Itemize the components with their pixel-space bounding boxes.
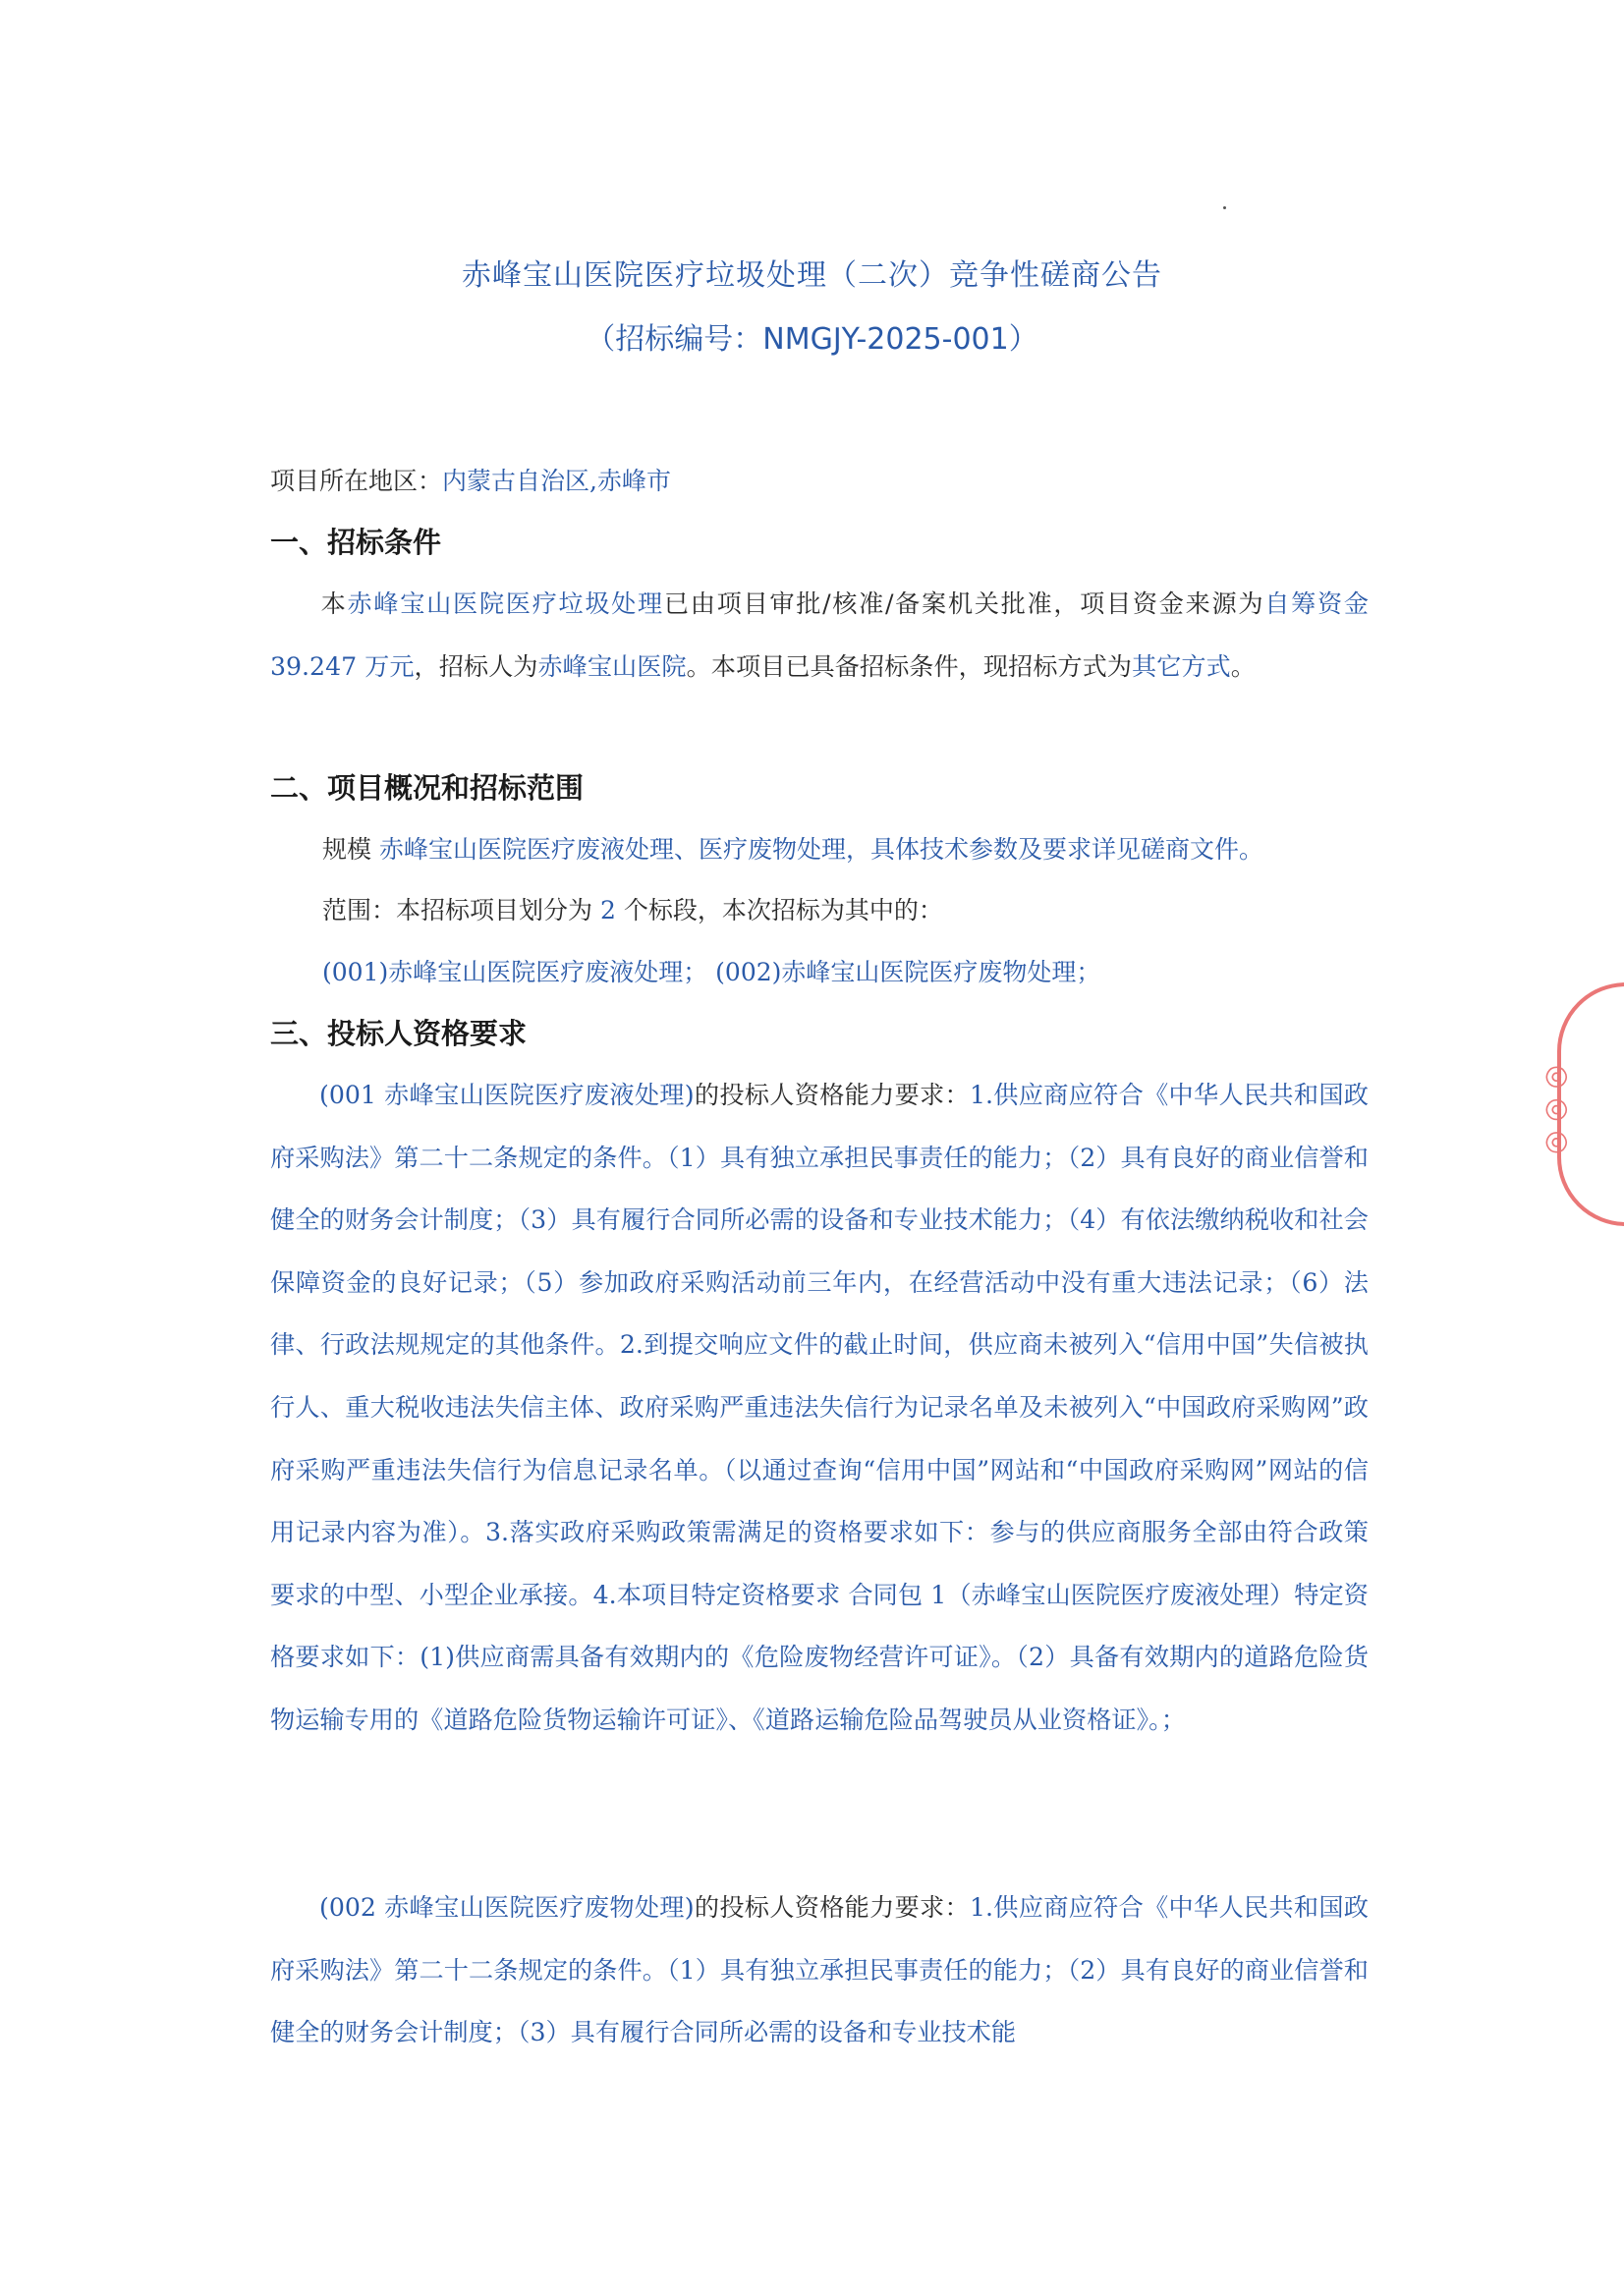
section-heading-1: 一、招标条件 (270, 526, 442, 559)
document-title: 赤峰宝山医院医疗垃圾处理（二次）竞争性磋商公告 (462, 258, 1162, 293)
red-seal-stamp (1542, 982, 1624, 1226)
lot-count: 2 (599, 896, 616, 924)
tender-code: （招标编号：NMGJY-2025-001） (586, 322, 1038, 357)
text-run: 的投标人资格能力要求： (694, 1893, 970, 1922)
text-run: 个标段，本次招标为其中的： (623, 896, 943, 924)
lot-name: (002 赤峰宝山医院医疗废物处理) (319, 1893, 695, 1922)
qualification-text: 1.供应商应符合《中华人民共和国政府采购法》第二十二条规定的条件。（1）具有独立承担民事责任的能力；（2）具有良好的商业信誉和健全的财务会计制度；（3）具有履行合同所必需的设备和专业技术能 (270, 1893, 1369, 2047)
seal-glyphs: ◎ ◎ ◎ (1542, 1065, 1575, 1155)
tenderer-name: 赤峰宝山医院 (537, 651, 687, 681)
text-run: ，招标人为 (414, 651, 538, 681)
lots-line: (001)赤峰宝山医院医疗废液处理； (002)赤峰宝山医院医疗废物处理； (322, 958, 1101, 986)
scan-speck (1223, 206, 1226, 209)
section1-paragraph (270, 573, 1369, 698)
section3-paragraph-1 (270, 1064, 1369, 1752)
location-label: 项目所在地区： (270, 467, 443, 495)
section3-paragraph-2 (270, 1876, 1369, 2064)
text-run: 范围：本招标项目划分为 (322, 896, 593, 924)
scale-label: 规模 (322, 835, 372, 864)
text-run: 本 (319, 589, 348, 618)
project-location (270, 462, 671, 497)
text-run: 。本项目已具备招标条件，现招标方式为 (686, 651, 1132, 681)
scale-line (322, 830, 1263, 866)
range-line (322, 891, 943, 926)
project-name: 赤峰宝山医院医疗垃圾处理 (347, 589, 664, 618)
scale-value: 赤峰宝山医院医疗废液处理、医疗废物处理，具体技术参数及要求详见磋商文件。 (378, 835, 1263, 864)
section-heading-2: 二、项目概况和招标范围 (270, 771, 585, 805)
lot-name: (001 赤峰宝山医院医疗废液处理) (319, 1081, 695, 1109)
location-value: 内蒙古自治区,赤峰市 (442, 467, 671, 495)
section-heading-3: 三、投标人资格要求 (270, 1017, 528, 1050)
text-run: 。 (1230, 651, 1256, 681)
text-run: 已由项目审批/核准/备案机关批准，项目资金来源为 (663, 589, 1265, 618)
text-run: 的投标人资格能力要求： (694, 1081, 970, 1109)
tender-method: 其它方式 (1131, 651, 1231, 681)
fund-source: 自筹资金 39.247 万元 (270, 589, 1370, 681)
qualification-text: 1.供应商应符合《中华人民共和国政府采购法》第二十二条规定的条件。（1）具有独立承担民事责任的能力；（2）具有良好的商业信誉和健全的财务会计制度；（3）具有履行合同所必需的设备和专业技术能力；（4）有依法缴纳税收和社会保障资金的良好记录；（5）参加政府采购活动前三年内，在经营活动中没有重大违法记录；（6）法律、行政法规规定的其他条件。2.到提交响应文件的截止时间，供应商未被列入“信用中国”失信被执行人、重大税收违法失信主体、政府采购严重违法失信行为记录名单及未被列入“中国政府采购网”政府采购严重违法失信行为信息记录名单。（以通过查询“信用中国”网站和“中国政府采购网”网站的信用记录内容为准）。3.落实政府采购政策需满足的资格要求如下：参与的供应商服务全部由符合政策要求的中型、小型企业承接。4.本项目特定资格要求 合同包 1（赤峰宝山医院医疗废液处理）特定资格要求如下：(1)供应商需具备有效期内的《危险废物经营许可证》。（2）具备有效期内的道路危险货物运输专用的《道路危险货物运输许可证》、《道路运输危险品驾驶员从业资格证》。； (270, 1081, 1369, 1734)
